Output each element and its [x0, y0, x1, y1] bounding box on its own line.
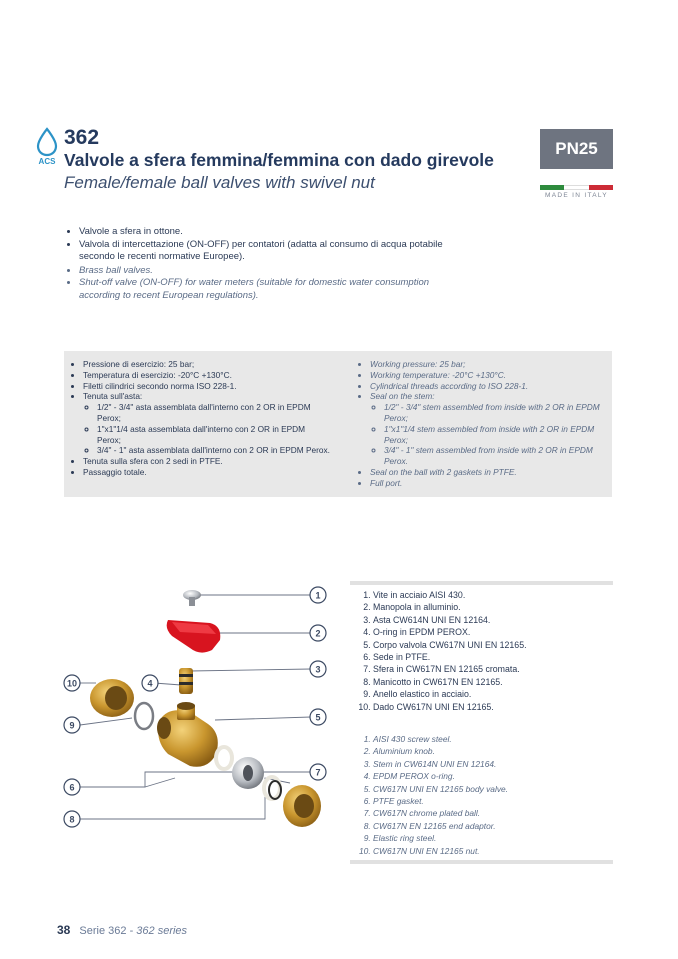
valve-body-part — [157, 702, 218, 767]
specs-italian — [71, 359, 331, 478]
svg-text:1: 1 — [315, 590, 321, 601]
end-adaptor-part — [283, 785, 321, 827]
acs-label: ACS — [38, 157, 56, 166]
callout-5 — [310, 709, 326, 725]
svg-text:8: 8 — [69, 814, 75, 825]
part-item: 9. Elastic ring steel. — [373, 832, 612, 844]
intro-list-italian — [66, 226, 456, 264]
part-item: 6. PTFE gasket. — [373, 795, 612, 807]
page-number: 38 — [57, 923, 71, 937]
spec-item: • Working pressure: 25 bar; — [370, 359, 606, 370]
svg-text:7: 7 — [315, 767, 321, 778]
intro-item: • Valvole a sfera in ottone. — [79, 226, 456, 239]
intro-list-english — [66, 265, 456, 303]
spec-item — [83, 391, 331, 456]
spec-item: • Seal on the ball with 2 gaskets in PTFE. — [370, 467, 606, 478]
pressure-badge: PN25 — [540, 129, 613, 169]
stem-part — [179, 668, 193, 694]
made-in-italy: MADE IN ITALY — [545, 192, 608, 199]
specs-english — [358, 359, 606, 489]
callout-1 — [310, 587, 326, 603]
intro-section — [66, 226, 456, 302]
part-item: 10. CW617N UNI EN 12165 nut. — [373, 845, 612, 857]
intro-item: • Shut-off valve (ON-OFF) for water meters (suitable for domestic water consumption according to recent European regulations). — [79, 277, 456, 302]
page-footer — [57, 923, 187, 937]
part-item: 1. AISI 430 screw steel. — [373, 733, 612, 745]
parts-list-english — [357, 733, 612, 857]
nut-part — [90, 679, 134, 717]
part-item: 7. CW617N chrome plated ball. — [373, 807, 612, 819]
product-code: 362 — [64, 126, 100, 149]
svg-text:10: 10 — [66, 678, 78, 689]
series-english: 362 series — [136, 925, 188, 937]
part-item: 4. EPDM PEROX o-ring. — [373, 770, 612, 782]
spec-item: • Filetti cilindrici secondo norma ISO 228-1. — [83, 381, 331, 392]
spec-subitem: ◦ 3/4" - 1" asta assemblata dall'interno con 2 OR in EPDM Perox. — [97, 445, 331, 456]
part-item: 5. Corpo valvola CW617N UNI EN 12165. — [373, 639, 612, 651]
water-drop-icon — [34, 126, 60, 166]
part-item: 4. O-ring in EPDM PEROX. — [373, 626, 612, 638]
callout-2 — [310, 625, 326, 641]
spec-item: • Pressione di esercizio: 25 bar; — [83, 359, 331, 370]
callout-3 — [310, 661, 326, 677]
parts-divider-bottom — [350, 860, 613, 864]
title-english: Female/female ball valves with swivel nut — [64, 173, 375, 192]
svg-text:3: 3 — [315, 664, 321, 675]
red-knob-part — [167, 620, 221, 653]
callout-9 — [64, 717, 80, 733]
series-italian: Serie 362 - — [79, 925, 134, 937]
title-italian: Valvole a sfera femmina/femmina con dado girevole — [64, 150, 494, 170]
screw-part — [183, 590, 201, 606]
part-item: 2. Manopola in alluminio. — [373, 601, 612, 613]
part-item: 9. Anello elastico in acciaio. — [373, 688, 612, 700]
part-item: 6. Sede in PTFE. — [373, 651, 612, 663]
ptfe-seat-part — [264, 777, 280, 799]
exploded-valve-diagram — [50, 578, 350, 848]
spec-item: • Passaggio totale. — [83, 467, 331, 478]
svg-text:4: 4 — [147, 678, 153, 689]
svg-text:5: 5 — [315, 712, 321, 723]
svg-text:6: 6 — [69, 782, 75, 793]
spec-subitem: ◦ 3/4" - 1" stem assembled from inside with 2 OR in EPDM Perox. — [384, 445, 606, 467]
elastic-ring-part — [135, 703, 153, 729]
spec-seal-label: Seal on the stem: — [370, 391, 435, 402]
parts-divider-top — [350, 581, 613, 585]
spec-subitem: ◦ 1/2" - 3/4" stem assembled from inside with 2 OR in EPDM Perox; — [384, 402, 606, 424]
callout-8 — [64, 811, 80, 827]
spec-subitem: ◦ 1"x1"1/4 stem assembled from inside with 2 OR in EPDM Perox; — [384, 424, 606, 446]
ptfe-seat-part — [216, 747, 232, 769]
part-item: 8. CW617N EN 12165 end adaptor. — [373, 820, 612, 832]
series-label — [79, 925, 187, 937]
spec-item — [370, 391, 606, 467]
callout-6 — [64, 779, 80, 795]
part-item: 10. Dado CW617N UNI EN 12165. — [373, 701, 612, 713]
part-item: 1. Vite in acciaio AISI 430. — [373, 589, 612, 601]
svg-text:2: 2 — [315, 628, 321, 639]
spec-item: • Tenuta sulla sfera con 2 sedi in PTFE. — [83, 456, 331, 467]
callout-4 — [142, 675, 158, 691]
callout-10 — [64, 675, 80, 691]
spec-item: • Temperatura di esercizio: -20°C +130°C. — [83, 370, 331, 381]
part-item: 2. Aluminium knob. — [373, 745, 612, 757]
spec-seal-label: Tenuta sull'asta: — [83, 391, 143, 402]
part-item: 7. Sfera in CW617N EN 12165 cromata. — [373, 663, 612, 675]
specifications-box — [64, 351, 612, 497]
spec-item: • Full port. — [370, 478, 606, 489]
callout-7 — [310, 764, 326, 780]
spec-item: • Cylindrical threads according to ISO 228-1. — [370, 381, 606, 392]
part-item: 3. Stem in CW614N UNI EN 12164. — [373, 758, 612, 770]
part-item: 8. Manicotto in CW617N EN 12165. — [373, 676, 612, 688]
spec-subitem: ◦ 1/2" - 3/4" asta assemblata dall'interno con 2 OR in EPDM Perox; — [97, 402, 331, 424]
intro-item: • Brass ball valves. — [79, 265, 456, 278]
chrome-ball-part — [232, 757, 264, 789]
part-item: 3. Asta CW614N UNI EN 12164. — [373, 614, 612, 626]
svg-text:9: 9 — [69, 720, 75, 731]
parts-list-italian — [357, 589, 612, 713]
intro-item: • Valvola di intercettazione (ON-OFF) per contatori (adatta al consumo di acqua potabile secondo le recenti normative Europee). — [79, 239, 456, 264]
italian-flag — [540, 185, 613, 190]
spec-item: • Working temperature: -20°C +130°C. — [370, 370, 606, 381]
spec-subitem: ◦ 1"x1"1/4 asta assemblata dall'interno con 2 OR in EPDM Perox; — [97, 424, 331, 446]
part-item: 5. CW617N UNI EN 12165 body valve. — [373, 783, 612, 795]
